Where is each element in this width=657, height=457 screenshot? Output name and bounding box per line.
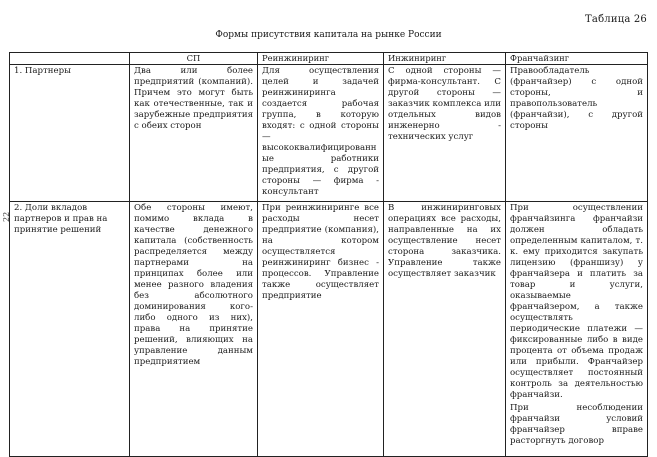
row-label: 1. Партнеры xyxy=(10,65,130,202)
cell-paragraph: При несоблюдении франчайзи условий франчайзер вправе расторгнуть договор xyxy=(510,403,643,446)
table-cell xyxy=(130,65,258,202)
table-cell xyxy=(258,202,384,457)
table-row xyxy=(10,65,648,202)
cell-paragraph: В инжиниринговых операциях все расходы, направленные на их осуществление несет сторона заказчика. Управление также осуществляет заказчик xyxy=(388,203,501,279)
header-cell-blank xyxy=(10,53,130,65)
table-cell xyxy=(258,65,384,202)
table-cell xyxy=(384,202,506,457)
header-cell-reengineering: Реинжиниринг xyxy=(258,53,384,65)
table-row xyxy=(10,202,648,457)
table-cell xyxy=(506,65,648,202)
table-cell xyxy=(506,202,648,457)
header-cell-engineering: Инжиниринг xyxy=(384,53,506,65)
table-cell xyxy=(384,65,506,202)
header-cell-jv: СП xyxy=(130,53,258,65)
cell-paragraph: С одной стороны — фирма-консультант. С другой стороны — заказчик комплекса или отдельных видов инженерно - технических услуг xyxy=(388,66,501,142)
cell-paragraph: При осуществлении франчайзинга франчайзи должен обладать определенным капиталом, т. к. ему приходится закупать лицензию (франшизу) у франчайзера и платить за товар и услуги, оказываемые франчайзером, а также осуществлять периодические платежи — фиксированные либо в виде процента от объема продаж или прибыли. Франчайзер осуществляет постоянный контроль за деятельностью франчайзи. xyxy=(510,203,643,400)
cell-paragraph: Два или более предприятий (компаний). Причем это могут быть как отечественные, так и зарубежные предприятия с обеих сторон xyxy=(134,66,253,131)
cell-paragraph: При реинжиниринге все расходы несет предприятие (компания), на котором осуществляется реинжиниринг бизнес - процессов. Управление также осуществляет предприятие xyxy=(262,203,379,301)
header-cell-franchising: Франчайзинг xyxy=(506,53,648,65)
table-header-row xyxy=(10,53,648,65)
page-side-mark: 22 xyxy=(2,211,11,222)
cell-paragraph: Обе стороны имеют, помимо вклада в качестве денежного капитала (собственность распределяется между партнерами на принципах более или менее разного владения без абсолютного доминирования кого-либо одного из них), права на принятие решений, влияющих на управление данным предприятием xyxy=(134,203,253,367)
capital-forms-table xyxy=(9,52,648,457)
cell-paragraph: Правообладатель (франчайзер) с одной стороны, и правопользователь (франчайзи), с другой стороны xyxy=(510,66,643,131)
table-cell xyxy=(130,202,258,457)
row-label: 2. Доли вкладов партнеров и прав на принятие решений xyxy=(10,202,130,457)
cell-paragraph: Для осуществления целей и задачей реинжиниринга создается рабочая группа, в которую входят: с одной стороны — высококвалифицированные работники предприятия, с другой стороны — фирма - консультант xyxy=(262,66,379,197)
table-number: Таблица 26 xyxy=(585,14,647,25)
table-title: Формы присутствия капитала на рынке России xyxy=(215,30,442,40)
